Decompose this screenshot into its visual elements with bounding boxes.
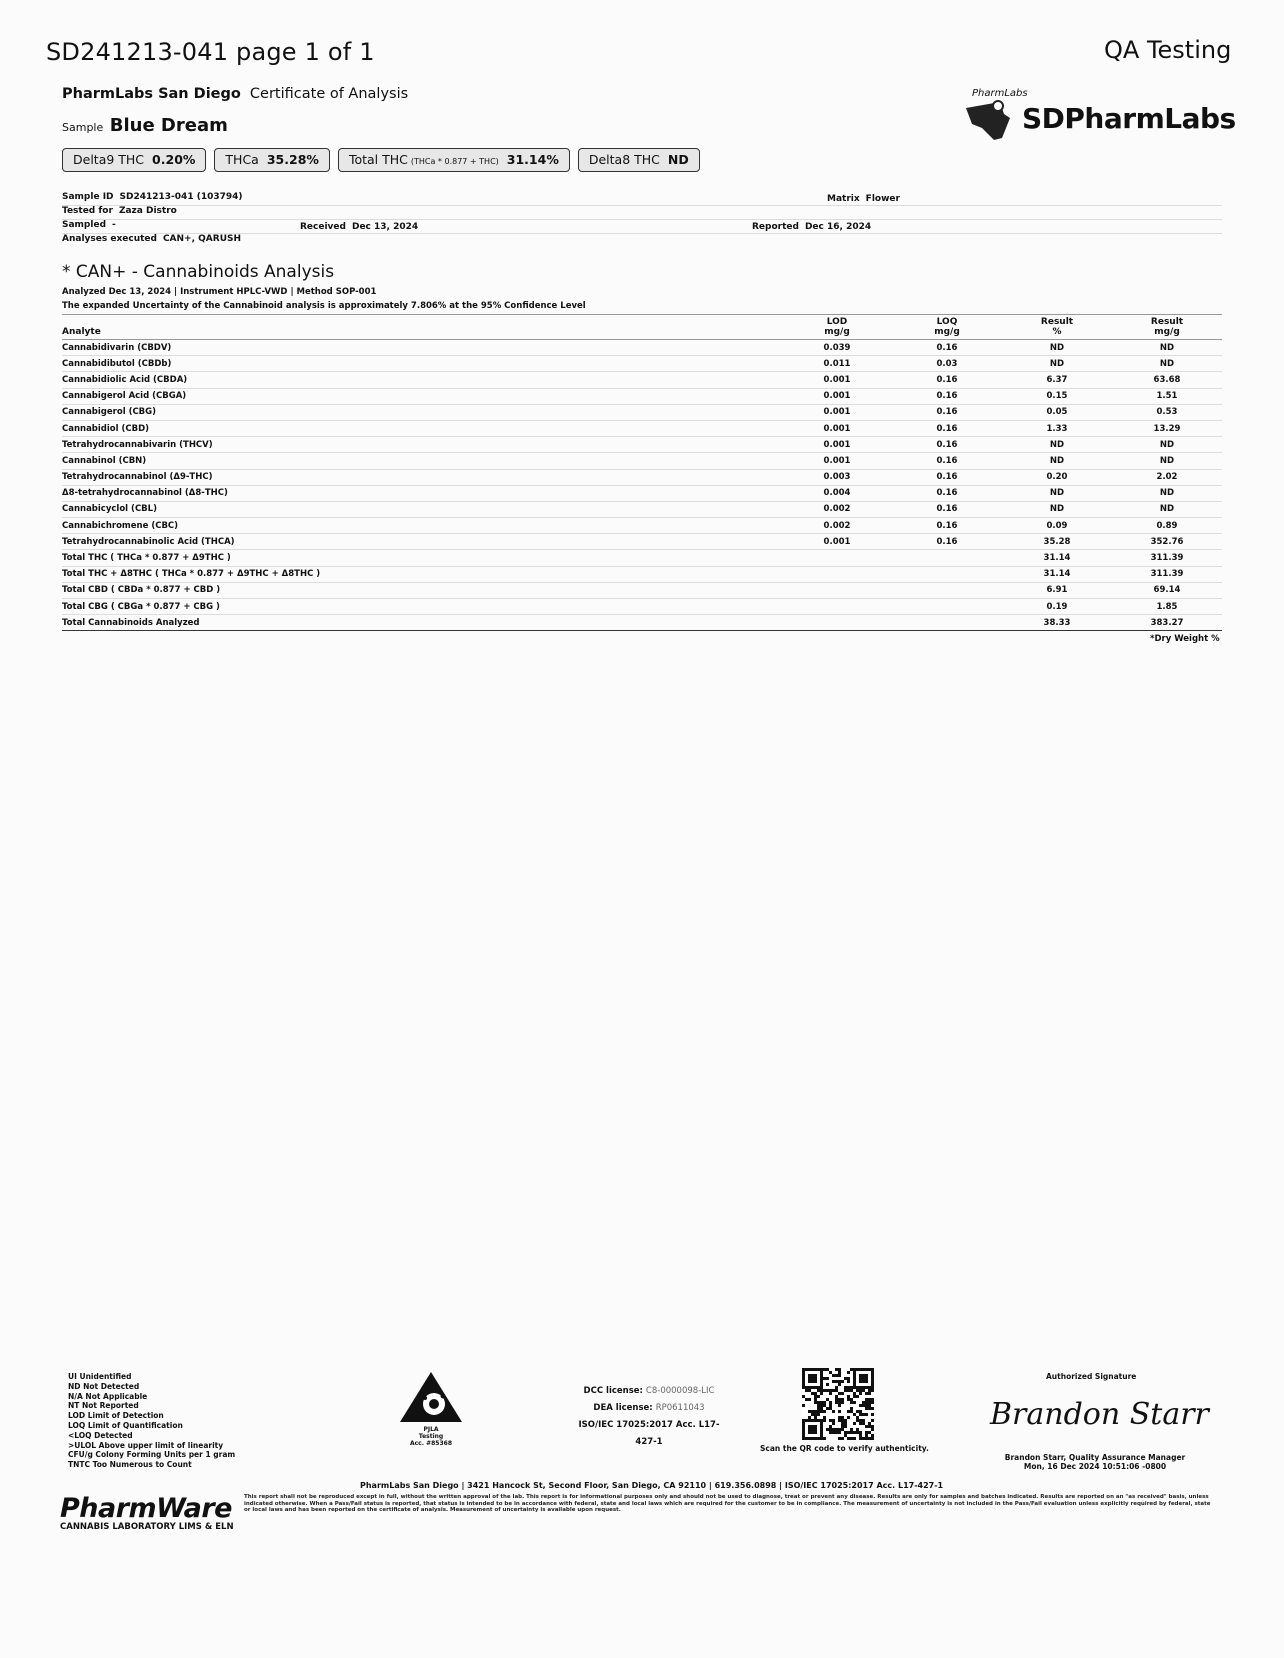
- lod-value: 0.039: [782, 340, 892, 356]
- header-lod: LOD mg/g: [782, 315, 892, 340]
- analyte-name: Cannabidiolic Acid (CBDA): [62, 372, 782, 388]
- analyte-name: Cannabidivarin (CBDV): [62, 340, 782, 356]
- qr-caption: Scan the QR code to verify authenticity.: [760, 1444, 929, 1453]
- legend-item: >ULOL Above upper limit of linearity: [68, 1440, 224, 1450]
- result-mg: 69.14: [1112, 582, 1222, 598]
- table-row: [62, 388, 1222, 404]
- loq-value: 0.16: [892, 437, 1002, 453]
- loq-value: 0.16: [892, 485, 1002, 501]
- uncertainty-line: The expanded Uncertainty of the Cannabinoid analysis is approximately 7.806% at the 95% Confidence Level: [62, 301, 586, 311]
- analyte-name: Cannabichromene (CBC): [62, 518, 782, 534]
- legend-item: LOD Limit of Detection: [68, 1411, 164, 1421]
- result-mg: 311.39: [1112, 566, 1222, 582]
- matrix-label: Matrix: [827, 194, 860, 204]
- badge-delta8: [578, 148, 700, 172]
- lod-value: 0.001: [782, 453, 892, 469]
- lab-name: PharmLabs San Diego: [62, 86, 241, 102]
- table-row: [62, 437, 1222, 453]
- badge-value: 31.14%: [506, 152, 559, 167]
- table-row: [62, 372, 1222, 388]
- lod-value: [782, 599, 892, 615]
- analyte-name: Tetrahydrocannabivarin (THCV): [62, 437, 782, 453]
- certificate-title: Certificate of Analysis: [249, 86, 409, 102]
- license-block: [574, 1383, 724, 1451]
- loq-value: [892, 599, 1002, 615]
- sample-id: SD241213-041 (103794): [119, 192, 243, 202]
- pharmware-logo: [60, 1493, 234, 1532]
- lod-value: [782, 615, 892, 631]
- lod-value: [782, 550, 892, 566]
- legend-item: ND Not Detected: [68, 1381, 140, 1391]
- analyte-name: Cannabicyclol (CBL): [62, 501, 782, 517]
- loq-value: 0.16: [892, 469, 1002, 485]
- result-pct: 35.28: [1002, 534, 1112, 550]
- table-row: [62, 615, 1222, 631]
- table-row: [62, 534, 1222, 550]
- table-row: [62, 469, 1222, 485]
- analyte-name: Cannabidiol (CBD): [62, 420, 782, 436]
- result-mg: ND: [1112, 485, 1222, 501]
- analyte-name: Cannabinol (CBN): [62, 453, 782, 469]
- badge-value: ND: [667, 152, 689, 167]
- lod-value: 0.001: [782, 420, 892, 436]
- result-mg: ND: [1112, 356, 1222, 372]
- loq-value: 0.16: [892, 501, 1002, 517]
- loq-value: [892, 582, 1002, 598]
- legend-item: UI Unidentified: [68, 1372, 132, 1381]
- dea-value: RP0611043: [655, 1403, 705, 1413]
- result-pct: ND: [1002, 485, 1112, 501]
- meta-row-3: [62, 220, 1222, 234]
- result-mg: 2.02: [1112, 469, 1222, 485]
- analyte-name: Total CBG ( CBGa * 0.877 + CBG ): [62, 599, 782, 615]
- result-pct: 31.14: [1002, 566, 1112, 582]
- analyte-name: Tetrahydrocannabinol (Δ9-THC): [62, 469, 782, 485]
- result-pct: ND: [1002, 437, 1112, 453]
- table-row: [62, 599, 1222, 615]
- lod-value: [782, 566, 892, 582]
- result-mg: ND: [1112, 453, 1222, 469]
- page-title: SD241213-041 page 1 of 1: [46, 38, 375, 66]
- authorized-signature-label: Authorized Signature: [1046, 1372, 1137, 1381]
- badge-delta9: [62, 148, 206, 172]
- pharmware-text: PharmWare: [60, 1493, 232, 1524]
- analyte-name: Total Cannabinoids Analyzed: [62, 615, 782, 631]
- signer-name: Brandon Starr, Quality Assurance Manager: [1004, 1453, 1186, 1462]
- abbreviation-legend: [68, 1372, 235, 1470]
- signature: Brandon Starr: [990, 1397, 1209, 1432]
- dcc-value: C8-0000098-LIC: [645, 1386, 715, 1396]
- table-row: [62, 550, 1222, 566]
- sampled: -: [112, 220, 116, 230]
- pjla-text: PJLA: [423, 1426, 439, 1433]
- result-mg: 311.39: [1112, 550, 1222, 566]
- loq-value: 0.16: [892, 388, 1002, 404]
- meta-row-4: [62, 234, 1222, 247]
- result-mg: ND: [1112, 340, 1222, 356]
- reported-label: Reported: [752, 222, 799, 232]
- legend-item: NT Not Reported: [68, 1401, 139, 1411]
- legend-item: CFU/g Colony Forming Units per 1 gram: [68, 1450, 236, 1460]
- result-mg: 63.68: [1112, 372, 1222, 388]
- loq-value: 0.16: [892, 340, 1002, 356]
- lab-line: [62, 86, 408, 102]
- analyte-name: Cannabidibutol (CBDb): [62, 356, 782, 372]
- table-row: [62, 453, 1222, 469]
- badge-label: Delta8 THC: [588, 152, 660, 167]
- result-mg: 0.53: [1112, 404, 1222, 420]
- legend-item: TNTC Too Numerous to Count: [68, 1460, 192, 1470]
- badge-note: (THCa * 0.877 + THC): [410, 157, 499, 166]
- legend-item: LOQ Limit of Quantification: [68, 1420, 183, 1430]
- table-row: [62, 582, 1222, 598]
- badge-value: 0.20%: [152, 152, 196, 167]
- analyte-name: Cannabigerol Acid (CBGA): [62, 388, 782, 404]
- sample-line: [62, 115, 228, 136]
- qa-testing-label: QA Testing: [1104, 36, 1232, 64]
- result-mg: 1.85: [1112, 599, 1222, 615]
- header-loq: LOQ mg/g: [892, 315, 1002, 340]
- lod-value: 0.001: [782, 372, 892, 388]
- badge-label: THCa: [225, 152, 259, 167]
- lod-value: [782, 582, 892, 598]
- result-pct: ND: [1002, 340, 1112, 356]
- result-mg: 352.76: [1112, 534, 1222, 550]
- result-pct: 0.09: [1002, 518, 1112, 534]
- sdpharmlabs-logo: [960, 88, 1236, 148]
- result-pct: 6.91: [1002, 582, 1112, 598]
- result-mg: 1.51: [1112, 388, 1222, 404]
- analyzed-line: Analyzed Dec 13, 2024 | Instrument HPLC-VWD | Method SOP-001: [62, 287, 377, 297]
- table-row: [62, 518, 1222, 534]
- loq-value: 0.16: [892, 372, 1002, 388]
- loq-value: 0.03: [892, 356, 1002, 372]
- pjla-badge: [396, 1370, 466, 1447]
- loq-value: [892, 615, 1002, 631]
- reported: Dec 16, 2024: [804, 222, 872, 232]
- table-row: [62, 501, 1222, 517]
- dcc-label: DCC license:: [583, 1386, 643, 1396]
- summary-badges: [62, 148, 700, 172]
- header-result-pct: Result %: [1002, 315, 1112, 340]
- result-pct: ND: [1002, 356, 1112, 372]
- loq-value: 0.16: [892, 518, 1002, 534]
- sampled-label: Sampled: [62, 220, 107, 230]
- badge-total-thc: [338, 148, 570, 172]
- analyte-name: Total THC + Δ8THC ( THCa * 0.877 + Δ9THC + Δ8THC ): [62, 566, 782, 582]
- tested-for-label: Tested for: [62, 206, 113, 216]
- table-row: [62, 566, 1222, 582]
- result-pct: 6.37: [1002, 372, 1112, 388]
- result-pct: 31.14: [1002, 550, 1112, 566]
- result-pct: 0.20: [1002, 469, 1112, 485]
- analyte-name: Total THC ( THCa * 0.877 + Δ9THC ): [62, 550, 782, 566]
- analyte-name: Cannabigerol (CBG): [62, 404, 782, 420]
- loq-value: [892, 566, 1002, 582]
- meta-row-2: [62, 206, 1222, 220]
- sample-label: Sample: [62, 121, 104, 134]
- result-mg: ND: [1112, 501, 1222, 517]
- pjla-logo-icon: [398, 1370, 464, 1424]
- lod-value: 0.011: [782, 356, 892, 372]
- pjla-sub: Testing: [418, 1433, 444, 1440]
- table-row: [62, 485, 1222, 501]
- lod-value: 0.002: [782, 501, 892, 517]
- loq-value: 0.16: [892, 453, 1002, 469]
- sample-name: Blue Dream: [109, 115, 228, 136]
- iso-accreditation: ISO/IEC 17025:2017 Acc. L17-427-1: [578, 1420, 720, 1447]
- header-result-mg: Result mg/g: [1112, 315, 1222, 340]
- result-mg: 13.29: [1112, 420, 1222, 436]
- analyses: CAN+, QARUSH: [162, 234, 242, 244]
- loq-value: 0.16: [892, 404, 1002, 420]
- badge-value: 35.28%: [266, 152, 319, 167]
- analyte-name: Total CBD ( CBDa * 0.877 + CBD ): [62, 582, 782, 598]
- lod-value: 0.001: [782, 437, 892, 453]
- lod-value: 0.002: [782, 518, 892, 534]
- table-row: [62, 356, 1222, 372]
- result-pct: 0.05: [1002, 404, 1112, 420]
- section-title: * CAN+ - Cannabinoids Analysis: [62, 262, 335, 282]
- result-mg: ND: [1112, 437, 1222, 453]
- result-mg: 383.27: [1112, 615, 1222, 631]
- results-table: [62, 314, 1222, 631]
- lod-value: 0.003: [782, 469, 892, 485]
- matrix: Flower: [865, 194, 900, 204]
- disclaimer: This report shall not be reproduced except in full, without the written approval of the lab. This report is for informational purposes only and should not be used to diagnose, treat or prevent any disease. Results are only for samples and batches indicated. Results are reported on an "as received" basis, unless indicated otherwise. When a Pass/Fail status is reported, that status is intended to be in accordance with federal, state and local laws which are required for the customer to be in compliance. The measurement of uncertainty is not included in the Pass/Fail evaluation unless explicitly required by federal, state or local laws and has been reported on the certificate of analysis. Measurement of uncertainty is available upon request.: [244, 1494, 1211, 1514]
- result-pct: ND: [1002, 453, 1112, 469]
- result-mg: 0.89: [1112, 518, 1222, 534]
- table-row: [62, 404, 1222, 420]
- result-pct: 1.33: [1002, 420, 1112, 436]
- lod-value: 0.001: [782, 404, 892, 420]
- tested-for: Zaza Distro: [118, 206, 177, 216]
- signer-block: [1000, 1453, 1190, 1471]
- dea-label: DEA license:: [593, 1403, 653, 1413]
- result-pct: 0.19: [1002, 599, 1112, 615]
- result-pct: 38.33: [1002, 615, 1112, 631]
- badge-thca: [214, 148, 330, 172]
- loq-value: [892, 550, 1002, 566]
- table-row: [62, 340, 1222, 356]
- loq-value: 0.16: [892, 534, 1002, 550]
- received-label: Received: [300, 222, 346, 232]
- lab-address: PharmLabs San Diego | 3421 Hancock St, Second Floor, San Diego, CA 92110 | 619.356.0898 | ISO/IEC 17025:2017 Acc. L17-427-1: [360, 1481, 944, 1490]
- analyses-label: Analyses executed: [62, 234, 157, 244]
- received: Dec 13, 2024: [351, 222, 419, 232]
- result-pct: ND: [1002, 501, 1112, 517]
- lod-value: 0.001: [782, 388, 892, 404]
- pharmware-sub: CANNABIS LABORATORY LIMS & ELN: [60, 1522, 234, 1532]
- pjla-acc: Acc. #85368: [409, 1440, 453, 1447]
- dry-weight-note: *Dry Weight %: [1150, 634, 1220, 644]
- logo-arc-text: PharmLabs: [972, 88, 1028, 99]
- badge-label: Delta9 THC: [73, 152, 145, 167]
- loq-value: 0.16: [892, 420, 1002, 436]
- meta-row-1: [62, 192, 1222, 206]
- legend-item: <LOQ Detected: [68, 1430, 133, 1440]
- table-row: [62, 420, 1222, 436]
- legend-item: N/A Not Applicable: [68, 1391, 148, 1401]
- header-analyte: Analyte: [62, 315, 782, 340]
- sample-id-label: Sample ID: [62, 192, 114, 202]
- qr-code-icon[interactable]: [802, 1368, 874, 1440]
- lod-value: 0.004: [782, 485, 892, 501]
- logo-text: SDPharmLabs: [1022, 102, 1236, 135]
- analyte-name: Tetrahydrocannabinolic Acid (THCA): [62, 534, 782, 550]
- analyte-name: Δ8-tetrahydrocannabinol (Δ8-THC): [62, 485, 782, 501]
- table-header-row: [62, 315, 1222, 340]
- lod-value: 0.001: [782, 534, 892, 550]
- result-pct: 0.15: [1002, 388, 1112, 404]
- badge-label: Total THC: [348, 152, 408, 167]
- signed-at: Mon, 16 Dec 2024 10:51:06 -0800: [1023, 1462, 1167, 1471]
